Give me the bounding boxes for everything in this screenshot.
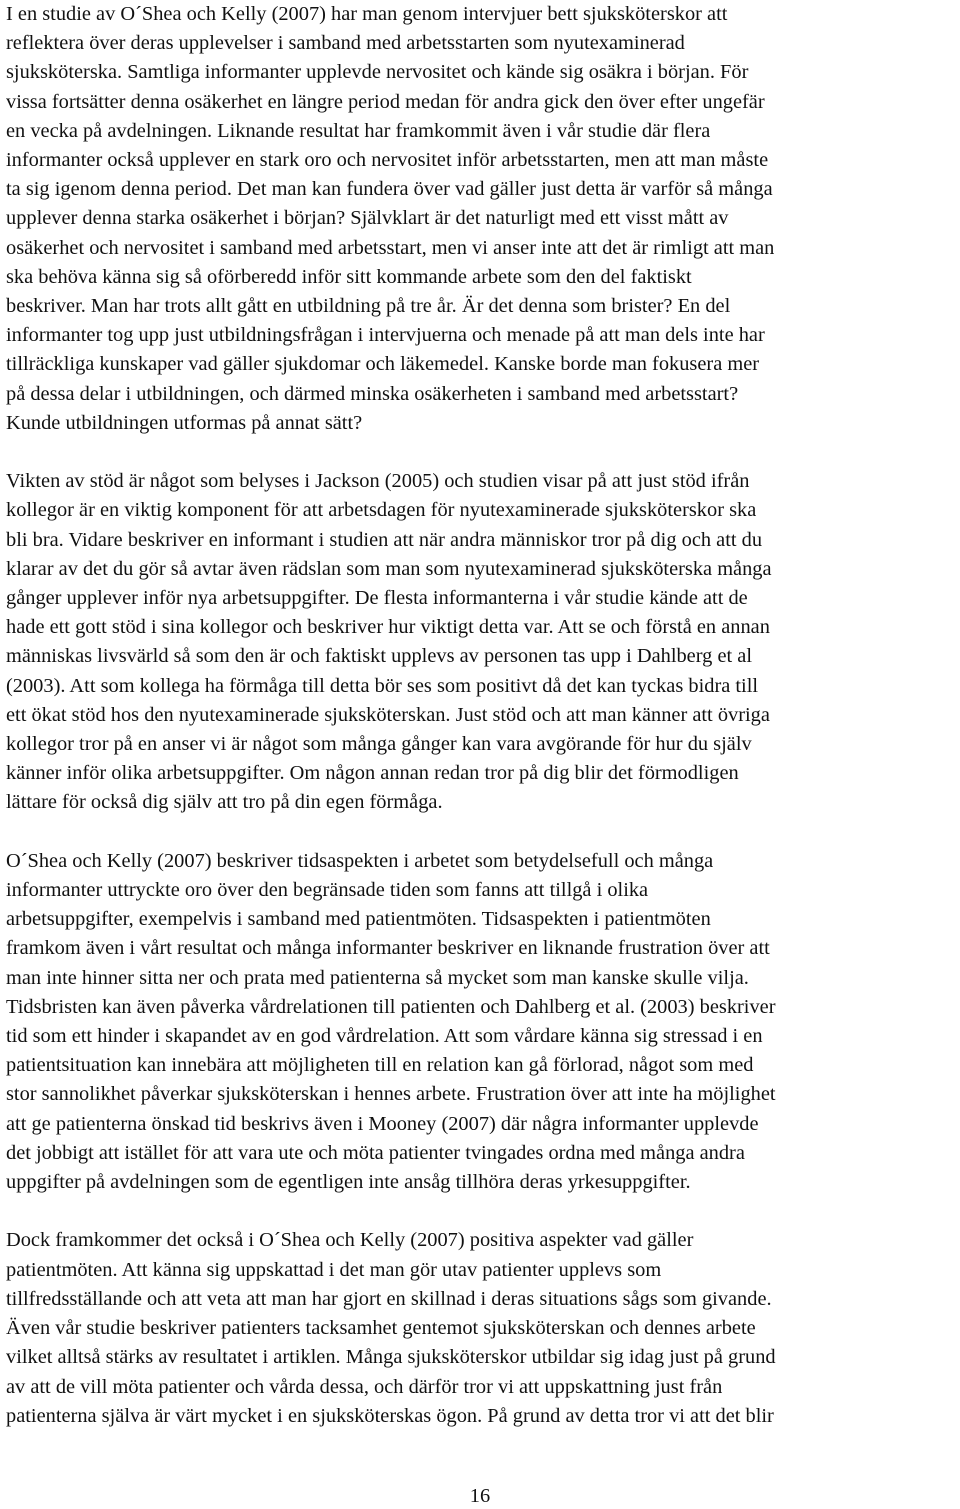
text-line: Kunde utbildningen utformas på annat sätt?: [6, 411, 363, 434]
text-line: Även vår studie beskriver patienters tacksamhet gentemot sjuksköterskan och dennes arbete: [6, 1317, 756, 1340]
text-line: stor sannolikhet påverkar sjuksköterskan i hennes arbete. Frustration över att inte ha möjlighet: [6, 1083, 776, 1106]
paragraph-spacer: [6, 818, 956, 847]
text-line: tillräckliga kunskaper vad gäller sjukdomar och läkemedel. Kanske borde man fokusera mer: [6, 353, 760, 376]
body-paragraph: [6, 847, 956, 1197]
text-line: att ge patienterna önskad tid beskrivs även i Mooney (2007) där några informanter upplevde: [6, 1112, 759, 1135]
text-line: patientsituation kan innebära att möjligheten till en relation kan gå förlorad, något som med: [6, 1054, 754, 1077]
text-line: reflektera över deras upplevelser i samband med arbetsstarten som nyutexaminerad: [6, 32, 685, 55]
page-number: 16: [469, 1485, 491, 1507]
text-line: vissa fortsätter denna osäkerhet en längre period medan för andra gick den över efter ungefär: [6, 90, 765, 113]
text-line: kollegor tror på en anser vi är något som många gånger kan vara avgörande för hur du själv: [6, 733, 752, 756]
text-line: framkom även i vårt resultat och många informanter beskriver en liknande frustration över att: [6, 937, 770, 960]
text-line: lättare för också dig själv att tro på din egen förmåga.: [6, 791, 443, 814]
text-line: Dock framkommer det också i O´Shea och Kelly (2007) positiva aspekter vad gäller: [6, 1229, 694, 1252]
body-paragraph: [6, 467, 956, 817]
body-paragraph: [6, 1226, 956, 1430]
text-line: uppgifter på avdelningen som de egentligen inte ansåg tillhöra deras yrkesuppgifter.: [6, 1171, 691, 1194]
text-line: informanter uttryckte oro över den begränsade tiden som fanns att tillgå i olika: [6, 879, 649, 902]
body-paragraph: [6, 0, 956, 438]
text-line: av att de vill möta patienter och vårda dessa, och därför tror vi att uppskattning just från: [6, 1375, 723, 1398]
text-line: människas livsvärld så som den är och faktiskt upplevs av personen tas upp i Dahlberg et al: [6, 645, 752, 668]
text-line: Tidsbristen kan även påverka vårdrelationen till patienten och Dahlberg et al. (2003) beskriver: [6, 995, 776, 1018]
text-line: (2003). Att som kollega ha förmåga till detta bör ses som positivt då det kan tyckas bidra till: [6, 674, 759, 697]
text-line: ta sig igenom denna period. Det man kan fundera över vad gäller just detta är varför så många: [6, 178, 773, 201]
text-line: Vikten av stöd är något som belyses i Jackson (2005) och studien visar på att just stöd ifrån: [6, 470, 750, 493]
text-line: ett ökat stöd hos den nyutexaminerade sjuksköterskan. Just stöd och att man känner att övriga: [6, 703, 770, 726]
document-page: [6, 0, 956, 1431]
text-line: informanter tog upp just utbildningsfrågan i intervjuerna och menade på att man dels inte har: [6, 324, 765, 347]
text-line: en vecka på avdelningen. Liknande resultat har framkommit även i vår studie där flera: [6, 119, 711, 142]
text-line: det jobbigt att istället för att vara ute och möta patienter tvingades ordna med många andra: [6, 1141, 745, 1164]
text-line: gånger upplever inför nya arbetsuppgifter. De flesta informanterna i vår studie kände att de: [6, 587, 748, 610]
text-line: hade ett gott stöd i sina kollegor och beskriver hur viktigt detta var. Att se och förstå en annan: [6, 616, 770, 639]
text-line: osäkerhet och nervositet i samband med arbetsstart, men vi anser inte att det är rimligt att man: [6, 236, 775, 259]
paragraph-spacer: [6, 438, 956, 467]
text-line: upplever denna starka osäkerhet i början? Självklart är det naturligt med ett visst mått av: [6, 207, 729, 230]
text-line: kollegor är en viktig komponent för att arbetsdagen för nyutexaminerade sjuksköterskor ska: [6, 499, 757, 522]
text-line: patienterna själva är värt mycket i en sjuksköterskas ögon. På grund av detta tror vi att det blir: [6, 1404, 774, 1427]
text-line: sjuksköterska. Samtliga informanter upplevde nervositet och kände sig osäkra i början. För: [6, 61, 749, 84]
text-line: patientmöten. Att känna sig uppskattad i det man gör utav patienter upplevs som: [6, 1258, 662, 1281]
text-line: känner inför olika arbetsuppgifter. Om någon annan redan tror på dig blir det förmodligen: [6, 762, 739, 785]
text-line: bli bra. Vidare beskriver en informant i studien att när andra människor tror på dig och att du: [6, 528, 763, 551]
text-line: tillfredsställande och att veta att man har gjort en skillnad i deras situations sågs som givande.: [6, 1287, 772, 1310]
text-line: man inte hinner sitta ner och prata med patienterna så mycket som man kanske skulle vilja.: [6, 966, 749, 989]
text-line: på dessa delar i utbildningen, och därmed minska osäkerheten i samband med arbetsstart?: [6, 382, 739, 405]
text-line: arbetsuppgifter, exempelvis i samband med patientmöten. Tidsaspekten i patientmöten: [6, 908, 711, 931]
text-line: tid som ett hinder i skapandet av en god vårdrelation. Att som vårdare känna sig stressad i en: [6, 1025, 763, 1048]
text-line: beskriver. Man har trots allt gått en utbildning på tre år. Är det denna som brister? En del: [6, 295, 731, 318]
text-line: klarar av det du gör så avtar även rädslan som man som nyutexaminerad sjuksköterska många: [6, 557, 772, 580]
text-line: vilket alltså stärks av resultatet i artiklen. Många sjuksköterskor utbildar sig idag just på grund: [6, 1346, 776, 1369]
text-line: O´Shea och Kelly (2007) beskriver tidsaspekten i arbetet som betydelsefull och många: [6, 849, 714, 872]
text-line: I en studie av O´Shea och Kelly (2007) har man genom intervjuer bett sjuksköterskor att: [6, 3, 728, 25]
text-line: ska behöva känna sig så oförberedd inför sitt kommande arbete som den del faktiskt: [6, 265, 692, 288]
paragraph-spacer: [6, 1197, 956, 1226]
text-line: informanter också upplever en stark oro och nervositet inför arbetsstarten, men att man måste: [6, 149, 769, 172]
